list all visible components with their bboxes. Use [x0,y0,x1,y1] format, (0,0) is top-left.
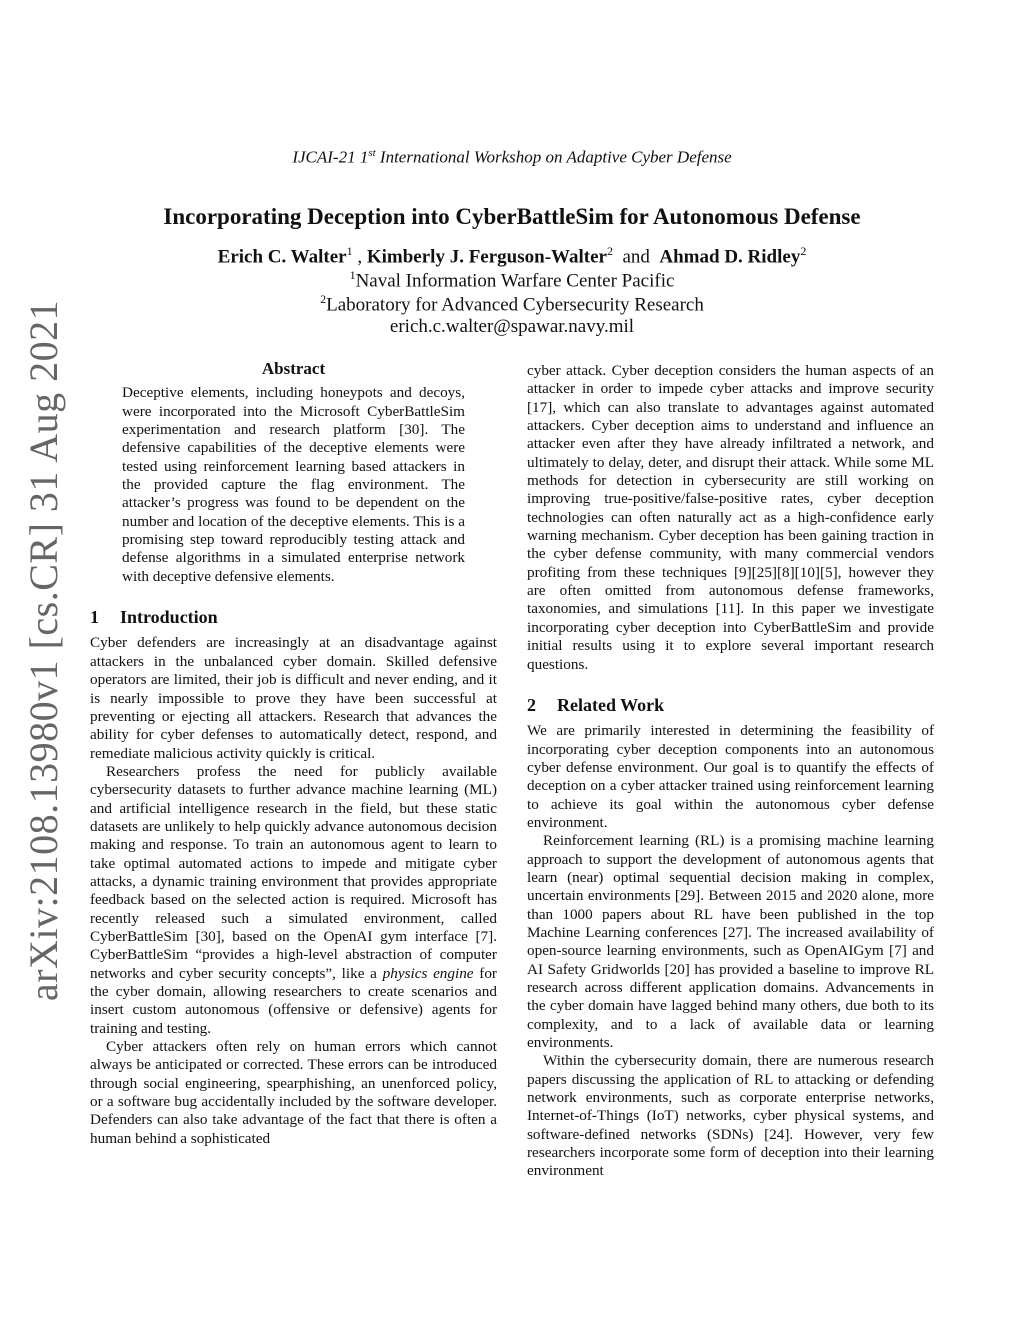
affiliation-2 [0,292,1024,316]
abstract-text: Deceptive elements, including honeypots and decoys, were incorporated into the Microsoft CyberBattleSim experimentation and research platform [30]. The defensive capabilities of the deceptive elements were tested using reinforcement learning based attackers in the provided capture the flag environment. The attacker’s progress was found to be dependent on the number and location of the deceptive elements. This is a promising step toward reproducibly testing attack and defense algorithms in a simulated enterprise network with deceptive defensive elements. [122,384,465,585]
related-paragraph-2: Reinforcement learning (RL) is a promising machine learning approach to support the development of autonomous agents that learn (near) optimal sequential decision making in complex, uncertain environments [29]. Between 2015 and 2020 alone, more than 1000 papers about RL have been published in the top Machine Learning conferences [27]. The increased availability of open-source learning environments, such as OpenAIGym [7] and AI Safety Gridworlds [20] has provided a baseline to improve RL research across different application domains. Advancements in the cyber domain have lagged behind many others, due both to its complexity, and to a lack of available data or learning environments. [527,832,934,1052]
affiliation-text: Naval Information Warfare Center Pacific [355,270,675,292]
workshop-sup: st [368,147,376,159]
author-name: Erich C. Walter [217,246,347,268]
related-paragraph-1: We are primarily interested in determining the feasibility of incorporating cyber deception components into an autonomous cyber defense environment. Our goal is to quantify the effects of deception on a cyber attacker trained using reinforcement learning to achieve its goal within the autonomous cyber defense environment. [527,722,934,831]
author-affil-mark: 1 [346,244,353,258]
right-column [527,362,934,1181]
abstract-heading: Abstract [261,359,326,378]
author-list [0,244,1024,268]
intro-continued-paragraph: cyber attack. Cyber deception considers the human aspects of an attacker in order to impede cyber attacks and improve security [17], which can also translate to advantages against automated attackers. Cyber deception aims to understand and influence an attacker even after they have already infiltrated a network, and ultimately to delay, deter, and disrupt their attack. While some ML methods for detection in cybersecurity are still working on improving true-positive/false-positive rates, cyber deception technologies can often naturally act as a high-confidence early warning mechanism. Cyber deception has been gaining traction in the cyber defense community, with many commercial vendors profiting from these techniques [9][25][8][10][5], however they are often omitted from autonomous defense frameworks, taxonomies, and simulations [11]. In this paper we investigate incorporating cyber deception into CyberBattleSim and provide initial results using it to explore several important research questions. [527,362,934,673]
section-title: Introduction [120,607,218,628]
author-name: Kimberly J. Ferguson-Walter [366,246,607,268]
affiliation-num: 2 [320,292,327,306]
affiliation-text: Laboratory for Advanced Cybersecurity Research [326,294,704,316]
intro-paragraph-2-part-b: for the cyber domain, allowing researchers to create scenarios and insert custom autonomous (offensive or defensive) agents for training and testing. [90,964,497,1037]
arxiv-identifier-text: arXiv:2108.13980v1 [cs.CR] 31 Aug 2021 [21,299,67,1001]
section-heading-related-work [527,696,934,714]
paper-title: Incorporating Deception into CyberBattleSim for Autonomous Defense [163,204,861,229]
section-title: Related Work [557,694,665,715]
author-name: Ahmad D. Ridley [659,246,801,268]
author-separator: , [352,246,367,268]
workshop-header [0,147,1024,168]
related-paragraph-3: Within the cybersecurity domain, there are numerous research papers discussing the application of RL to attacking or defending network environments, such as corporate enterprise networks, Internet-of-Things (IoT) networks, cyber physical systems, and software-defined networks (SDNs) [24]. However, very few researchers incorporate some form of deception into their learning environment [527,1052,934,1180]
workshop-pre: IJCAI-21 1 [292,147,369,167]
intro-paragraph-2 [90,763,497,1038]
intro-paragraph-3: Cyber attackers often rely on human errors which cannot always be anticipated or corrected. These errors can be introduced through social engineering, spearphishing, an unenforced policy, or a software bug accidentally included by the software developer. Defenders can also take advantage of the fact that there is often a human behind a sophisticated [90,1038,497,1147]
section-number: 2 [527,694,536,715]
intro-paragraph-2-emphasis: physics engine [382,964,474,982]
left-column [90,360,497,1148]
author-email: erich.c.walter@spawar.navy.mil [389,316,635,337]
section-number: 1 [90,607,99,628]
arxiv-identifier-stamp [16,299,72,1001]
workshop-post: International Workshop on Adaptive Cyber Defense [375,147,732,167]
intro-paragraph-1: Cyber defenders are increasingly at an disadvantage against attackers in the unbalanced cyber domain. Skilled defensive operators are limited, their job is difficult and never ending, and it is nearly impossible to prove they have been successful at preventing or ejecting all attackers. Research that advances the ability for cyber defenses to automatically detect, respond, and remediate malicious activity quickly is critical. [90,634,497,762]
intro-paragraph-2-part-a: Researchers profess the need for publicly available cybersecurity datasets to further advance machine learning (ML) and artificial intelligence research in the field, but these static datasets are unlikely to help quickly advance autonomous decision making and response. To train an autonomous agent to learn to take optimal automated actions to impede and mitigate cyber attacks, a dynamic training environment that provides appropriate feedback based on the selected action is required. Microsoft has recently released such a simulated environment, called CyberBattleSim [30], based on the OpenAI gym interface [7]. CyberBattleSim “provides a high-level abstraction of computer networks and cyber security concepts”, like a [90,762,497,982]
author-affil-mark: 2 [606,244,613,258]
author-affil-mark: 2 [800,244,807,258]
affiliation-1 [0,268,1024,292]
section-heading-introduction [90,608,497,626]
affiliation-num: 1 [349,268,356,282]
author-separator: and [612,246,660,268]
